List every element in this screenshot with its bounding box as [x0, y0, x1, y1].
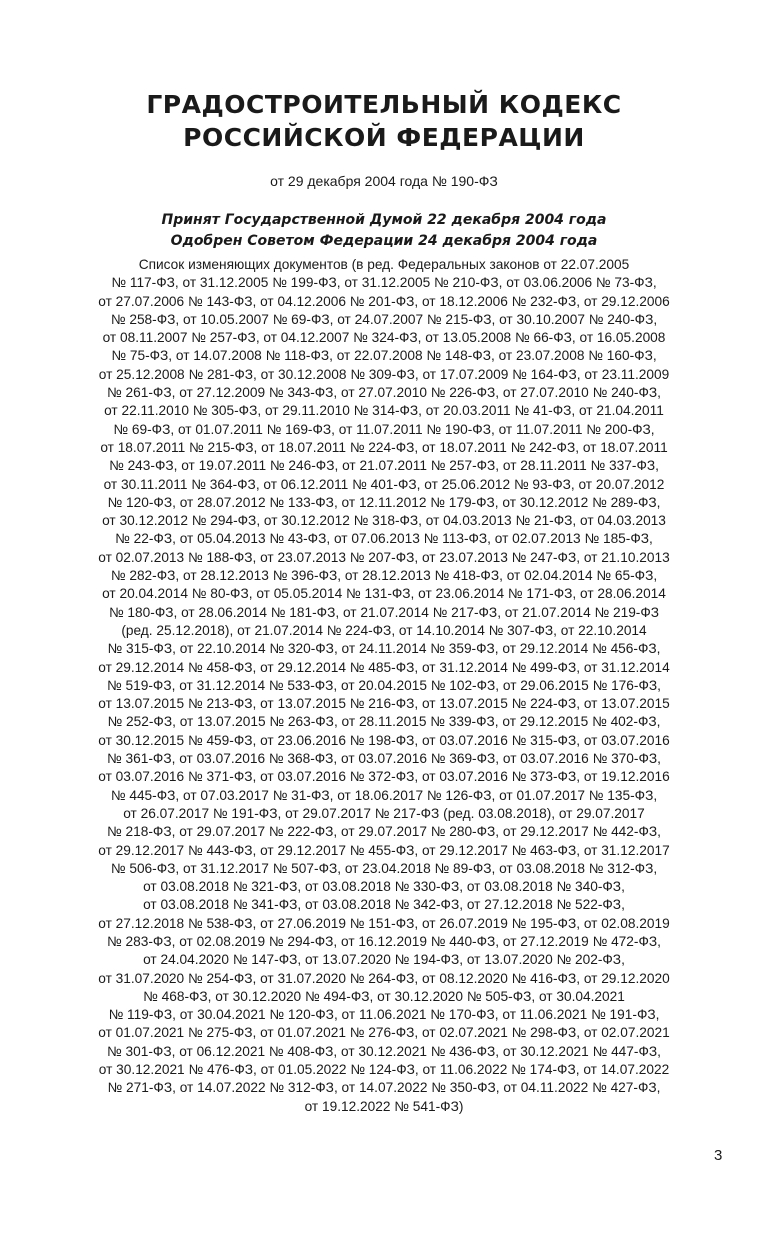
amendments-line: № 283-ФЗ, от 02.08.2019 № 294-ФЗ, от 16.12.2019 № 440-ФЗ, от 27.12.2019 № 472-ФЗ, — [107, 933, 661, 949]
amendments-line: от 30.12.2012 № 294-ФЗ, от 30.12.2012 № 318-ФЗ, от 04.03.2013 № 21-ФЗ, от 04.03.2013 — [102, 513, 666, 529]
amendments-line: № 519-ФЗ, от 31.12.2014 № 533-ФЗ, от 20.04.2015 № 102-ФЗ, от 29.06.2015 № 176-ФЗ, — [107, 677, 661, 693]
amendments-line: от 31.07.2020 № 254-ФЗ, от 31.07.2020 № 264-ФЗ, от 08.12.2020 № 416-ФЗ, от 29.12.2020 — [98, 970, 670, 986]
amendments-line: от 29.12.2014 № 458-ФЗ, от 29.12.2014 № 485-ФЗ, от 31.12.2014 № 499-ФЗ, от 31.12.2014 — [98, 659, 670, 675]
amendments-line: № 243-ФЗ, от 19.07.2011 № 246-ФЗ, от 21.07.2011 № 257-ФЗ, от 28.11.2011 № 337-ФЗ, — [109, 458, 659, 474]
amendments-line: № 361-ФЗ, от 03.07.2016 № 368-ФЗ, от 03.07.2016 № 369-ФЗ, от 03.07.2016 № 370-ФЗ, — [107, 751, 661, 767]
amendments-line: от 01.07.2021 № 275-ФЗ, от 01.07.2021 № 276-ФЗ, от 02.07.2021 № 298-ФЗ, от 02.07.2021 — [98, 1025, 670, 1041]
amendments-line: от 20.04.2014 № 80-ФЗ, от 05.05.2014 № 131-ФЗ, от 23.06.2014 № 171-ФЗ, от 28.06.2014 — [102, 586, 666, 602]
amendments-line: № 261-ФЗ, от 27.12.2009 № 343-ФЗ, от 27.07.2010 № 226-ФЗ, от 27.07.2010 № 240-ФЗ, — [107, 385, 661, 401]
amendments-list — [60, 256, 708, 1116]
amendments-line: от 18.07.2011 № 215-ФЗ, от 18.07.2011 № 224-ФЗ, от 18.07.2011 № 242-ФЗ, от 18.07.2011 — [100, 439, 668, 455]
amendments-line: от 26.07.2017 № 191-ФЗ, от 29.07.2017 № 217-ФЗ (ред. 03.08.2018), от 29.07.2017 — [123, 805, 645, 821]
amendments-line: от 08.11.2007 № 257-ФЗ, от 04.12.2007 № 324-ФЗ, от 13.05.2008 № 66-ФЗ, от 16.05.2008 — [102, 330, 666, 346]
amendments-line: № 506-ФЗ, от 31.12.2017 № 507-ФЗ, от 23.04.2018 № 89-ФЗ, от 03.08.2018 № 312-ФЗ, — [110, 860, 658, 876]
amendments-line: от 30.12.2021 № 476-ФЗ, от 01.05.2022 № 124-ФЗ, от 11.06.2022 № 174-ФЗ, от 14.07.2022 — [98, 1062, 670, 1078]
amendments-line: от 13.07.2015 № 213-ФЗ, от 13.07.2015 № 216-ФЗ, от 13.07.2015 № 224-ФЗ, от 13.07.2015 — [98, 696, 670, 712]
title-line-2: РОССИЙСКОЙ ФЕДЕРАЦИИ — [183, 123, 585, 152]
document-title — [60, 88, 708, 154]
amendments-line: от 27.07.2006 № 143-ФЗ, от 04.12.2006 № 201-ФЗ, от 18.12.2006 № 232-ФЗ, от 29.12.2006 — [98, 293, 670, 309]
amendments-line: от 02.07.2013 № 188-ФЗ, от 23.07.2013 № 207-ФЗ, от 23.07.2013 № 247-ФЗ, от 21.10.2013 — [98, 549, 670, 565]
amendments-line: от 03.07.2016 № 371-ФЗ, от 03.07.2016 № 372-ФЗ, от 03.07.2016 № 373-ФЗ, от 19.12.2016 — [98, 769, 670, 785]
amendments-line: № 301-ФЗ, от 06.12.2021 № 408-ФЗ, от 30.12.2021 № 436-ФЗ, от 30.12.2021 № 447-ФЗ, — [107, 1043, 661, 1059]
amendments-line: № 468-ФЗ, от 30.12.2020 № 494-ФЗ, от 30.12.2020 № 505-ФЗ, от 30.04.2021 — [143, 988, 625, 1004]
title-line-1: ГРАДОСТРОИТЕЛЬНЫЙ КОДЕКС — [146, 90, 622, 119]
amendments-line: № 258-ФЗ, от 10.05.2007 № 69-ФЗ, от 24.07.2007 № 215-ФЗ, от 30.10.2007 № 240-ФЗ, — [110, 311, 658, 327]
amendments-line: № 252-ФЗ, от 13.07.2015 № 263-ФЗ, от 28.11.2015 № 339-ФЗ, от 29.12.2015 № 402-ФЗ, — [107, 714, 661, 730]
amendments-line: от 22.11.2010 № 305-ФЗ, от 29.11.2010 № 314-ФЗ, от 20.03.2011 № 41-ФЗ, от 21.04.2011 — [104, 403, 664, 419]
amendments-line: от 27.12.2018 № 538-ФЗ, от 27.06.2019 № 151-ФЗ, от 26.07.2019 № 195-ФЗ, от 02.08.2019 — [98, 915, 670, 931]
amendments-line: № 117-ФЗ, от 31.12.2005 № 199-ФЗ, от 31.12.2005 № 210-ФЗ, от 03.06.2006 № 73-ФЗ, — [111, 275, 657, 291]
approved-by-council: Одобрен Советом Федерации 24 декабря 2004 года — [170, 233, 598, 249]
amendments-line: от 19.12.2022 № 541-ФЗ) — [304, 1098, 464, 1114]
amendments-line: № 218-ФЗ, от 29.07.2017 № 222-ФЗ, от 29.07.2017 № 280-ФЗ, от 29.12.2017 № 442-ФЗ, — [107, 824, 661, 840]
amendments-line: № 119-ФЗ, от 30.04.2021 № 120-ФЗ, от 11.06.2021 № 170-ФЗ, от 11.06.2021 № 191-ФЗ, — [108, 1007, 660, 1023]
amendments-line: № 271-ФЗ, от 14.07.2022 № 312-ФЗ, от 14.07.2022 № 350-ФЗ, от 04.11.2022 № 427-ФЗ, — [107, 1080, 661, 1096]
amendments-line: № 120-ФЗ, от 28.07.2012 № 133-ФЗ, от 12.11.2012 № 179-ФЗ, от 30.12.2012 № 289-ФЗ, — [107, 494, 661, 510]
adoption-info — [60, 210, 708, 252]
amendments-line: от 30.12.2015 № 459-ФЗ, от 23.06.2016 № 198-ФЗ, от 03.07.2016 № 315-ФЗ, от 03.07.2016 — [98, 732, 670, 748]
adopted-by-duma: Принят Государственной Думой 22 декабря 2004 года — [161, 212, 607, 228]
amendments-line: (ред. 25.12.2018), от 21.07.2014 № 224-ФЗ, от 14.10.2014 № 307-ФЗ, от 22.10.2014 — [121, 622, 647, 638]
amendments-line: Список изменяющих документов (в ред. Федеральных законов от 22.07.2005 — [138, 257, 630, 272]
amendments-line: от 30.11.2011 № 364-ФЗ, от 06.12.2011 № 401-ФЗ, от 25.06.2012 № 93-ФЗ, от 20.07.2012 — [103, 476, 665, 492]
page-number: 3 — [714, 1147, 723, 1164]
amendments-line: № 69-ФЗ, от 01.07.2011 № 169-ФЗ, от 11.07.2011 № 190-ФЗ, от 11.07.2011 № 200-ФЗ, — [113, 421, 655, 437]
amendments-line: от 03.08.2018 № 321-ФЗ, от 03.08.2018 № 330-ФЗ, от 03.08.2018 № 340-ФЗ, — [143, 879, 625, 895]
amendments-line: № 75-ФЗ, от 14.07.2008 № 118-ФЗ, от 22.07.2008 № 148-ФЗ, от 23.07.2008 № 160-ФЗ, — [111, 348, 657, 364]
amendments-line: № 22-ФЗ, от 05.04.2013 № 43-ФЗ, от 07.06.2013 № 113-ФЗ, от 02.07.2013 № 185-ФЗ, — [115, 531, 653, 547]
amendments-line: от 03.08.2018 № 341-ФЗ, от 03.08.2018 № 342-ФЗ, от 27.12.2018 № 522-ФЗ, — [143, 897, 625, 913]
amendments-line: от 29.12.2017 № 443-ФЗ, от 29.12.2017 № 455-ФЗ, от 29.12.2017 № 463-ФЗ, от 31.12.2017 — [98, 842, 670, 858]
document-date: от 29 декабря 2004 года № 190-ФЗ — [270, 173, 498, 189]
amendments-line: от 25.12.2008 № 281-ФЗ, от 30.12.2008 № 309-ФЗ, от 17.07.2009 № 164-ФЗ, от 23.11.2009 — [98, 366, 670, 382]
amendments-line: № 180-ФЗ, от 28.06.2014 № 181-ФЗ, от 21.07.2014 № 217-ФЗ, от 21.07.2014 № 219-ФЗ — [108, 604, 660, 620]
amendments-line: № 445-ФЗ, от 07.03.2017 № 31-ФЗ, от 18.06.2017 № 126-ФЗ, от 01.07.2017 № 135-ФЗ, — [110, 787, 658, 803]
amendments-line: № 282-ФЗ, от 28.12.2013 № 396-ФЗ, от 28.12.2013 № 418-ФЗ, от 02.04.2014 № 65-ФЗ, — [110, 568, 658, 584]
amendments-line: № 315-ФЗ, от 22.10.2014 № 320-ФЗ, от 24.11.2014 № 359-ФЗ, от 29.12.2014 № 456-ФЗ, — [107, 641, 661, 657]
amendments-line: от 24.04.2020 № 147-ФЗ, от 13.07.2020 № 194-ФЗ, от 13.07.2020 № 202-ФЗ, — [143, 952, 625, 968]
